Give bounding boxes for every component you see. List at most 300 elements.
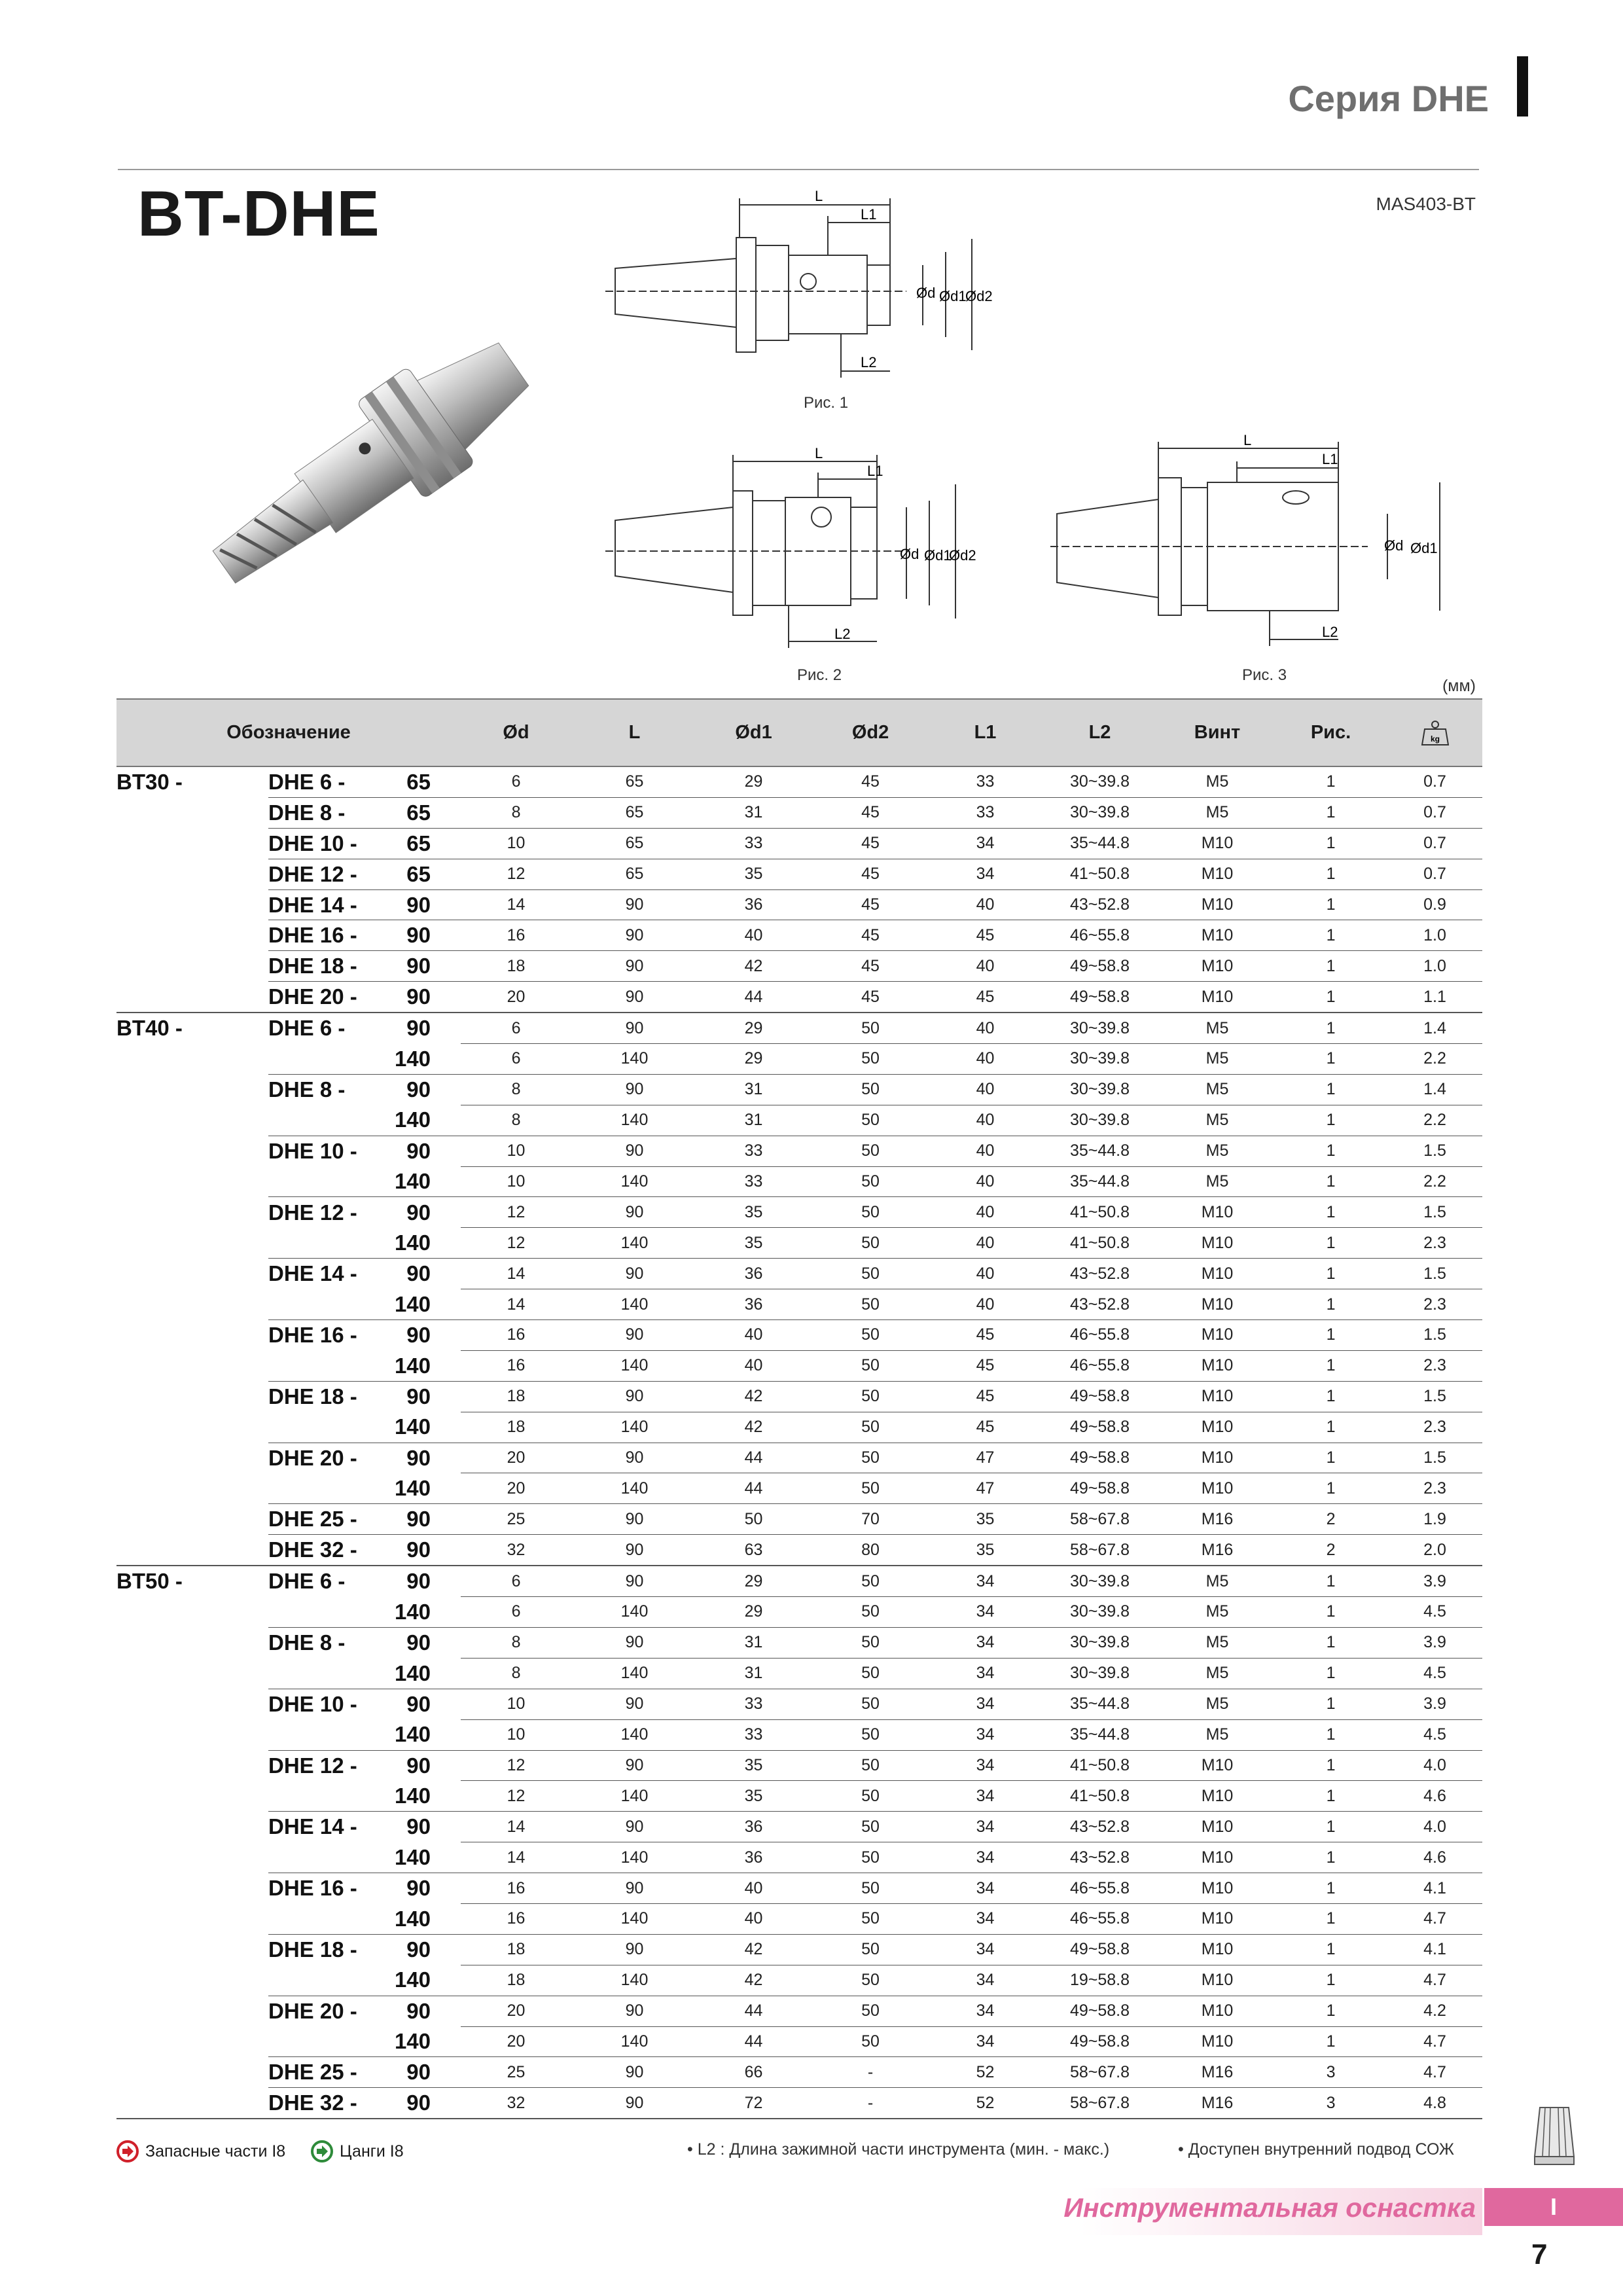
- model-length: 65: [406, 831, 431, 855]
- catalog-section-title: Инструментальная оснастка: [1063, 2193, 1476, 2223]
- model-length: 90: [406, 1507, 431, 1532]
- cell-screw: M16: [1160, 2057, 1274, 2088]
- holder-group: [116, 2088, 268, 2119]
- model-designation: [268, 951, 461, 982]
- cell-fig: 2: [1274, 1504, 1387, 1535]
- cell-fig: 1: [1274, 859, 1387, 889]
- cell-d1: 35: [698, 1197, 810, 1228]
- cell-fig: 1: [1274, 1812, 1387, 1842]
- cell-fig: 1: [1274, 1750, 1387, 1781]
- model-designation: [268, 1504, 461, 1535]
- holder-group: [116, 2057, 268, 2088]
- cell-d: 14: [461, 1259, 571, 1289]
- cell-d1: 40: [698, 920, 810, 951]
- table-row: [116, 1197, 1482, 1228]
- holder-group: [116, 1627, 268, 1658]
- section-tab: I: [1484, 2188, 1623, 2226]
- page-title: BT-DHE: [137, 177, 380, 249]
- model-designation: [268, 859, 461, 889]
- cell-screw: M5: [1160, 1136, 1274, 1166]
- cell-d2: 50: [810, 1996, 931, 2026]
- cell-d1: 40: [698, 1320, 810, 1351]
- model-name: DHE 32 -: [268, 1537, 357, 1562]
- dim-L: L: [1243, 432, 1252, 448]
- cell-d1: 36: [698, 1812, 810, 1842]
- cell-d1: 33: [698, 1689, 810, 1719]
- holder-group: [116, 1750, 268, 1781]
- cell-L: 65: [571, 766, 698, 797]
- cell-d2: 50: [810, 1166, 931, 1197]
- cell-L1: 40: [931, 951, 1039, 982]
- cell-fig: 1: [1274, 2026, 1387, 2057]
- model-name: DHE 6 -: [268, 1569, 346, 1594]
- cell-d1: 35: [698, 1781, 810, 1812]
- cell-L1: 34: [931, 1812, 1039, 1842]
- table-row: [116, 1566, 1482, 1596]
- model-designation: [268, 1136, 461, 1166]
- series-marker-bar: [1517, 56, 1528, 117]
- model-designation: [268, 2026, 461, 2057]
- cell-L2: 49~58.8: [1039, 951, 1160, 982]
- cell-d1: 29: [698, 1044, 810, 1075]
- cell-L: 90: [571, 1627, 698, 1658]
- arrow-right-icon: [311, 2140, 333, 2162]
- dim-d: Ød: [900, 546, 919, 562]
- cell-d: 6: [461, 1566, 571, 1596]
- model-designation: [268, 2088, 461, 2119]
- model-length: 140: [394, 1230, 431, 1255]
- cell-L1: 34: [931, 1597, 1039, 1628]
- cell-screw: M10: [1160, 859, 1274, 889]
- cell-screw: M10: [1160, 1473, 1274, 1504]
- cell-L1: 40: [931, 1197, 1039, 1228]
- holder-group: [116, 1965, 268, 1996]
- units-label: (мм): [1442, 677, 1476, 695]
- cell-fig: 3: [1274, 2057, 1387, 2088]
- cell-L2: 46~55.8: [1039, 1903, 1160, 1934]
- holder-group: [116, 1197, 268, 1228]
- table-row: [116, 859, 1482, 889]
- cell-L: 90: [571, 1812, 698, 1842]
- model-length: 90: [406, 1814, 431, 1839]
- collets-link[interactable]: [311, 2140, 404, 2162]
- dim-L: L: [815, 188, 823, 204]
- cell-screw: M5: [1160, 797, 1274, 828]
- cell-L1: 34: [931, 1842, 1039, 1873]
- cell-d1: 35: [698, 1228, 810, 1259]
- weight-icon: [1421, 720, 1450, 746]
- model-designation: [268, 1473, 461, 1504]
- cell-L: 90: [571, 1535, 698, 1566]
- model-designation: [268, 1044, 461, 1075]
- cell-d: 16: [461, 920, 571, 951]
- model-length: 90: [406, 892, 431, 917]
- table-row: [116, 766, 1482, 797]
- cell-fig: 1: [1274, 1627, 1387, 1658]
- model-length: 90: [406, 1138, 431, 1163]
- cell-d: 8: [461, 1105, 571, 1136]
- model-name: DHE 12 -: [268, 861, 357, 886]
- model-name: DHE 6 -: [268, 769, 346, 794]
- cell-L1: 40: [931, 1289, 1039, 1320]
- cell-screw: M5: [1160, 766, 1274, 797]
- cell-fig: 3: [1274, 2088, 1387, 2119]
- cell-L1: 34: [931, 1750, 1039, 1781]
- cell-kg: 2.3: [1387, 1228, 1482, 1259]
- dim-d2: Ød2: [949, 547, 976, 564]
- cell-screw: M16: [1160, 1535, 1274, 1566]
- cell-screw: M10: [1160, 951, 1274, 982]
- cell-d1: 66: [698, 2057, 810, 2088]
- cell-screw: M10: [1160, 1320, 1274, 1351]
- model-designation: [268, 1320, 461, 1351]
- table-row: [116, 1903, 1482, 1934]
- table-row: [116, 1689, 1482, 1719]
- model-length: 90: [406, 1937, 431, 1962]
- model-name: DHE 16 -: [268, 1323, 357, 1348]
- cell-fig: 1: [1274, 1597, 1387, 1628]
- cell-screw: M5: [1160, 1074, 1274, 1105]
- cell-kg: 4.6: [1387, 1842, 1482, 1873]
- cell-d: 12: [461, 1750, 571, 1781]
- model-name: DHE 20 -: [268, 984, 357, 1009]
- cell-kg: 1.5: [1387, 1320, 1482, 1351]
- cell-screw: M5: [1160, 1105, 1274, 1136]
- cell-d2: 50: [810, 1873, 931, 1904]
- model-name: DHE 20 -: [268, 1998, 357, 2023]
- cell-screw: M10: [1160, 1289, 1274, 1320]
- col-d: Ød: [461, 699, 571, 766]
- table-row: [116, 828, 1482, 859]
- cell-L1: 34: [931, 1903, 1039, 1934]
- cell-d2: 50: [810, 1228, 931, 1259]
- col-d1: Ød1: [698, 699, 810, 766]
- cell-L: 90: [571, 1259, 698, 1289]
- model-designation: [268, 1013, 461, 1043]
- cell-d: 25: [461, 1504, 571, 1535]
- model-name: DHE 12 -: [268, 1200, 357, 1225]
- cell-d2: 50: [810, 1074, 931, 1105]
- dim-d1: Ød1: [924, 547, 952, 564]
- cell-d2: 45: [810, 982, 931, 1013]
- cell-d: 10: [461, 828, 571, 859]
- holder-group: [116, 1873, 268, 1904]
- dim-d1: Ød1: [1410, 540, 1438, 556]
- cell-kg: 1.5: [1387, 1381, 1482, 1412]
- cell-d1: 31: [698, 1627, 810, 1658]
- cell-d2: 45: [810, 828, 931, 859]
- model-name: DHE 8 -: [268, 1630, 346, 1655]
- holder-group: [116, 1535, 268, 1566]
- cell-kg: 4.5: [1387, 1719, 1482, 1750]
- cell-L: 90: [571, 1504, 698, 1535]
- cell-d1: 35: [698, 1750, 810, 1781]
- table-row: [116, 1535, 1482, 1566]
- holder-group: [116, 797, 268, 828]
- cell-d1: 44: [698, 1443, 810, 1473]
- cell-d: 20: [461, 1443, 571, 1473]
- cell-L2: 43~52.8: [1039, 889, 1160, 920]
- model-length: 140: [394, 1107, 431, 1132]
- figure-1-drawing: [599, 187, 1096, 403]
- cell-d: 12: [461, 1197, 571, 1228]
- table-row: [116, 1013, 1482, 1043]
- cell-L: 140: [571, 1289, 698, 1320]
- table-row: [116, 1781, 1482, 1812]
- holder-group: [116, 1842, 268, 1873]
- table-row: [116, 1597, 1482, 1628]
- cell-L: 140: [571, 1044, 698, 1075]
- holder-group: BT40 -: [116, 1016, 183, 1041]
- model-length: 90: [406, 1876, 431, 1901]
- model-designation: [268, 1197, 461, 1228]
- cell-d1: 72: [698, 2088, 810, 2119]
- cell-L1: 34: [931, 1627, 1039, 1658]
- cell-fig: 1: [1274, 951, 1387, 982]
- cell-screw: M10: [1160, 889, 1274, 920]
- table-row: [116, 2088, 1482, 2119]
- cell-screw: M10: [1160, 2026, 1274, 2057]
- dim-L2: L2: [861, 354, 877, 370]
- table-row: [116, 1873, 1482, 1904]
- top-rule: [118, 169, 1479, 170]
- model-length: 90: [406, 1691, 431, 1716]
- cell-L1: 52: [931, 2057, 1039, 2088]
- cell-L2: 43~52.8: [1039, 1812, 1160, 1842]
- cell-fig: 1: [1274, 1873, 1387, 1904]
- cell-L2: 41~50.8: [1039, 1197, 1160, 1228]
- cell-d2: 70: [810, 1504, 931, 1535]
- cell-d: 32: [461, 2088, 571, 2119]
- model-length: 140: [394, 1476, 431, 1501]
- model-length: 90: [406, 1753, 431, 1778]
- cell-screw: M10: [1160, 1412, 1274, 1443]
- cell-L: 90: [571, 1013, 698, 1043]
- cell-L: 65: [571, 797, 698, 828]
- cell-screw: M5: [1160, 1597, 1274, 1628]
- cell-L: 140: [571, 1228, 698, 1259]
- holder-group: [116, 1597, 268, 1628]
- cell-kg: 4.7: [1387, 1965, 1482, 1996]
- holder-group: [116, 1136, 268, 1166]
- table-row: [116, 1105, 1482, 1136]
- model-length: 140: [394, 1784, 431, 1808]
- cell-kg: 2.3: [1387, 1412, 1482, 1443]
- cell-kg: 2.3: [1387, 1473, 1482, 1504]
- cell-L2: 58~67.8: [1039, 2088, 1160, 2119]
- table-row: [116, 1658, 1482, 1689]
- cell-L2: 41~50.8: [1039, 859, 1160, 889]
- cell-screw: M5: [1160, 1719, 1274, 1750]
- table-row: [116, 1259, 1482, 1289]
- cell-L: 90: [571, 1934, 698, 1965]
- cell-d2: 50: [810, 1597, 931, 1628]
- table-row: [116, 1996, 1482, 2026]
- model-name: DHE 12 -: [268, 1753, 357, 1778]
- cell-kg: 1.9: [1387, 1504, 1482, 1535]
- cell-kg: 1.4: [1387, 1074, 1482, 1105]
- cell-fig: 1: [1274, 1719, 1387, 1750]
- model-length: 90: [406, 2090, 431, 2115]
- cell-L: 140: [571, 1842, 698, 1873]
- model-length: 90: [406, 1016, 431, 1041]
- cell-L2: 41~50.8: [1039, 1781, 1160, 1812]
- cell-L2: 30~39.8: [1039, 1658, 1160, 1689]
- cell-L2: 30~39.8: [1039, 1044, 1160, 1075]
- cell-L1: 47: [931, 1473, 1039, 1504]
- note-l2: • L2 : Длина зажимной части инструмента (мин. - макс.): [687, 2140, 1110, 2159]
- model-designation: [268, 1443, 461, 1473]
- collets-label: Цанги I8: [340, 2142, 404, 2161]
- model-length: 140: [394, 1291, 431, 1316]
- cell-kg: 4.6: [1387, 1781, 1482, 1812]
- model-name: DHE 18 -: [268, 1937, 357, 1962]
- dim-L2: L2: [834, 626, 851, 642]
- table-row: [116, 951, 1482, 982]
- cell-L2: 43~52.8: [1039, 1259, 1160, 1289]
- cell-L1: 40: [931, 1074, 1039, 1105]
- cell-L: 90: [571, 1996, 698, 2026]
- cell-d: 12: [461, 1228, 571, 1259]
- cell-d: 8: [461, 1658, 571, 1689]
- cell-L: 90: [571, 951, 698, 982]
- model-designation: [268, 1719, 461, 1750]
- cell-L: 140: [571, 1166, 698, 1197]
- model-designation: [268, 1566, 461, 1596]
- cell-fig: 1: [1274, 1166, 1387, 1197]
- cell-kg: 4.5: [1387, 1597, 1482, 1628]
- cell-d2: 45: [810, 951, 931, 982]
- cell-d2: 50: [810, 1013, 931, 1043]
- table-row: [116, 1166, 1482, 1197]
- holder-group: [116, 828, 268, 859]
- cell-screw: M5: [1160, 1013, 1274, 1043]
- cell-d: 32: [461, 1535, 571, 1566]
- cell-d2: 45: [810, 766, 931, 797]
- cell-d1: 29: [698, 766, 810, 797]
- cell-d1: 35: [698, 859, 810, 889]
- model-name: DHE 10 -: [268, 1138, 357, 1163]
- table-row: [116, 889, 1482, 920]
- cell-kg: 1.5: [1387, 1136, 1482, 1166]
- cell-d2: 50: [810, 1259, 931, 1289]
- cell-kg: 2.2: [1387, 1044, 1482, 1075]
- cell-screw: M10: [1160, 1259, 1274, 1289]
- model-name: DHE 14 -: [268, 1814, 357, 1839]
- holder-group: [116, 1074, 268, 1105]
- model-length: 90: [406, 1630, 431, 1655]
- cell-screw: M10: [1160, 1781, 1274, 1812]
- cell-fig: 1: [1274, 1259, 1387, 1289]
- model-designation: [268, 1105, 461, 1136]
- cell-d: 10: [461, 1136, 571, 1166]
- cell-kg: 1.5: [1387, 1443, 1482, 1473]
- cell-d2: 50: [810, 1627, 931, 1658]
- cell-d: 20: [461, 1996, 571, 2026]
- cell-L2: 58~67.8: [1039, 2057, 1160, 2088]
- standard-label: MAS403-BT: [1376, 194, 1476, 214]
- cell-L2: 46~55.8: [1039, 920, 1160, 951]
- model-name: DHE 25 -: [268, 1507, 357, 1532]
- cell-L1: 33: [931, 797, 1039, 828]
- model-designation: [268, 1965, 461, 1996]
- holder-group: [116, 889, 268, 920]
- model-name: DHE 16 -: [268, 1876, 357, 1901]
- cell-L: 90: [571, 1873, 698, 1904]
- cell-d2: 80: [810, 1535, 931, 1566]
- cell-screw: M10: [1160, 1750, 1274, 1781]
- holder-group: [116, 1412, 268, 1443]
- cell-L2: 49~58.8: [1039, 1934, 1160, 1965]
- holder-group: [116, 1473, 268, 1504]
- model-designation: [268, 1689, 461, 1719]
- model-length: 90: [406, 954, 431, 978]
- cell-d2: 50: [810, 1903, 931, 1934]
- cell-d2: 50: [810, 1197, 931, 1228]
- cell-L1: 34: [931, 1719, 1039, 1750]
- table-row: [116, 2057, 1482, 2088]
- cell-kg: 4.8: [1387, 2088, 1482, 2119]
- figure-2-drawing: [599, 432, 1096, 674]
- holder-group: [116, 1289, 268, 1320]
- cell-screw: M10: [1160, 828, 1274, 859]
- table-row: [116, 1074, 1482, 1105]
- cell-screw: M10: [1160, 1443, 1274, 1473]
- model-name: DHE 16 -: [268, 923, 357, 948]
- cell-kg: 4.0: [1387, 1750, 1482, 1781]
- cell-d2: -: [810, 2088, 931, 2119]
- cell-kg: 4.1: [1387, 1873, 1482, 1904]
- cell-L1: 34: [931, 1996, 1039, 2026]
- cell-kg: 1.0: [1387, 920, 1482, 951]
- holder-group: [116, 1996, 268, 2026]
- cell-d: 6: [461, 1597, 571, 1628]
- cell-d1: 44: [698, 1473, 810, 1504]
- dim-L1: L1: [1322, 451, 1338, 467]
- cell-L1: 45: [931, 1412, 1039, 1443]
- col-weight: [1387, 699, 1482, 766]
- cell-fig: 1: [1274, 1074, 1387, 1105]
- cell-fig: 1: [1274, 1965, 1387, 1996]
- holder-group: [116, 1504, 268, 1535]
- cell-d1: 31: [698, 797, 810, 828]
- cell-d1: 44: [698, 2026, 810, 2057]
- model-length: 65: [406, 769, 431, 794]
- model-designation: [268, 1934, 461, 1965]
- cell-d: 6: [461, 766, 571, 797]
- holder-group: [116, 1781, 268, 1812]
- cell-d: 14: [461, 1842, 571, 1873]
- model-name: DHE 8 -: [268, 800, 346, 825]
- spare-parts-link[interactable]: [116, 2140, 285, 2162]
- model-length: 140: [394, 1906, 431, 1931]
- cell-L1: 45: [931, 1381, 1039, 1412]
- series-title: Серия DHE: [1288, 78, 1489, 119]
- col-fig: Рис.: [1274, 699, 1387, 766]
- cell-kg: 3.9: [1387, 1566, 1482, 1596]
- cell-d2: 50: [810, 1044, 931, 1075]
- cell-d1: 42: [698, 1412, 810, 1443]
- cell-d2: 50: [810, 1136, 931, 1166]
- cell-kg: 0.7: [1387, 766, 1482, 797]
- model-designation: [268, 1228, 461, 1259]
- cell-d1: 42: [698, 1934, 810, 1965]
- model-designation: [268, 889, 461, 920]
- model-designation: [268, 1412, 461, 1443]
- cell-kg: 2.3: [1387, 1289, 1482, 1320]
- cell-L1: 45: [931, 920, 1039, 951]
- model-length: 90: [406, 1077, 431, 1102]
